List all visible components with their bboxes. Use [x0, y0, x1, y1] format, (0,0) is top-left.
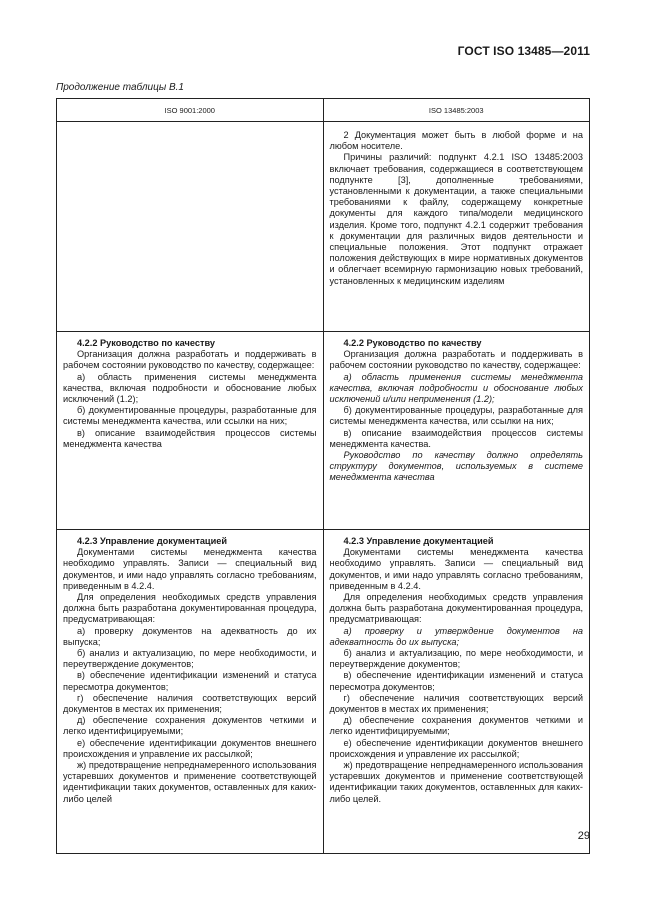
comparison-table: [56, 98, 590, 854]
table-header-row: [57, 99, 590, 122]
cell-paragraph: в) обеспечение идентификации изменений и статуса пересмотра документов;: [63, 670, 317, 692]
row3-left-cell: [57, 530, 324, 854]
row2-left-cell: [57, 332, 324, 530]
cell-paragraph: Для определения необходимых средств управления должна быть разработана документированная процедура, предусматривающая:: [63, 592, 317, 625]
page-number: 29: [577, 830, 590, 842]
cell-paragraph: Для определения необходимых средств управления должна быть разработана документированная процедура, предусматривающая:: [329, 592, 583, 625]
cell-paragraph: Организация должна разработать и поддерживать в рабочем состоянии руководство по качеству, содержащее:: [329, 349, 583, 371]
cell-paragraph: б) анализ и актуализацию, по мере необходимости, и переутверждение документов;: [63, 648, 317, 670]
cell-paragraph: г) обеспечение наличия соответствующих версий документов в местах их применения;: [63, 692, 317, 715]
cell-paragraph: Документами системы менеджмента качества необходимо управлять. Записи — специальный вид документов, и ими надо управлять согласно требованиям, приведенным в 4.2.4.: [329, 547, 583, 591]
cell-paragraph: Руководство по качеству должно определять структуру документов, используемых в системе менеджмента качества: [329, 450, 583, 483]
cell-paragraph: а) область применения системы менеджмента качества, включая подробности и обоснование любых исключений и/или неприменения (1.2);: [329, 371, 583, 405]
table-caption: Продолжение таблицы В.1: [56, 82, 184, 93]
cell-paragraph: в) обеспечение идентификации изменений и статуса пересмотра документов;: [329, 670, 583, 692]
table-row: [57, 122, 590, 332]
cell-paragraph: б) анализ и актуализацию, по мере необходимости, и переутверждение документов;: [329, 648, 583, 670]
cell-paragraph: в) описание взаимодействия процессов системы менеджмента качества: [63, 427, 317, 449]
row2-right-cell: [323, 332, 590, 530]
document-code: ГОСТ ISO 13485—2011: [457, 44, 590, 58]
cell-paragraph: 2 Документация может быть в любой форме и на любом носителе.: [329, 130, 583, 152]
table-row: [57, 332, 590, 530]
row1-right-cell: [323, 122, 590, 332]
cell-paragraph: Причины различий: подпункт 4.2.1 ISO 13485:2003 включает требования, содержащиеся в соответствующем подпункте [3], дополненные требованиями, установленными к документации, а также специальными требованиями к файлу, содержащему конкретные документы для каждого типа/модели медицинского изделия. Кроме того, подпункт 4.2.1 содержит требования к документации для различных видов деятельности и специальные положения. Этот подпункт отражает положения действующих в мире нормативных документов и облегчает всемирную гармонизацию новых требований, установленных к медицинским изделиям: [329, 152, 583, 286]
clause-heading: 4.2.2 Руководство по качеству: [77, 338, 215, 348]
column-header-iso13485: ISO 13485:2003: [323, 99, 590, 122]
row3-right-cell: [323, 530, 590, 854]
cell-paragraph: в) описание взаимодействия процессов системы менеджмента качества.: [329, 427, 583, 449]
cell-paragraph: г) обеспечение наличия соответствующих версий документов в местах их применения;: [329, 692, 583, 715]
cell-paragraph: Документами системы менеджмента качества необходимо управлять. Записи — специальный вид документов, и ими надо управлять согласно требованиям, приведенным в 4.2.4.: [63, 547, 317, 591]
cell-paragraph: е) обеспечение идентификации документов внешнего происхождения и управление их рассылкой;: [63, 737, 317, 759]
cell-paragraph: б) документированные процедуры, разработанные для системы менеджмента качества, или ссылки на них;: [63, 405, 317, 427]
cell-paragraph: д) обеспечение сохранения документов четкими и легко идентифицируемыми;: [329, 715, 583, 737]
cell-paragraph: ж) предотвращение непреднамеренного использования устаревших документов и применение соответствующей идентификации таких документов, оставленных для каких-либо целей.: [329, 760, 583, 804]
cell-paragraph: е) обеспечение идентификации документов внешнего происхождения и управление их рассылкой;: [329, 737, 583, 759]
clause-heading: 4.2.3 Управление документацией: [343, 536, 494, 546]
column-header-iso9001: ISO 9001:2000: [57, 99, 324, 122]
row1-left-cell: [57, 122, 324, 332]
cell-paragraph: а) проверку и утверждение документов на адекватность до их выпуска;: [329, 625, 583, 647]
clause-heading: 4.2.3 Управление документацией: [77, 536, 227, 546]
cell-paragraph: ж) предотвращение непреднамеренного использования устаревших документов и применение соответствующей идентификации таких документов, оставленных для каких-либо целей: [63, 760, 317, 804]
cell-paragraph: а) область применения системы менеджмента качества, включая подробности и обоснование любых исключений (1.2);: [63, 371, 317, 405]
clause-heading: 4.2.2 Руководство по качеству: [343, 338, 482, 348]
cell-paragraph: б) документированные процедуры, разработанные для системы менеджмента качества, или ссылки на них;: [329, 405, 583, 427]
cell-paragraph: Организация должна разработать и поддерживать в рабочем состоянии руководство по качеству, содержащее:: [63, 349, 317, 371]
cell-paragraph: а) проверку документов на адекватность до их выпуска;: [63, 625, 317, 647]
cell-paragraph: д) обеспечение сохранения документов четкими и легко идентифицируемыми;: [63, 715, 317, 737]
table-row: [57, 530, 590, 854]
